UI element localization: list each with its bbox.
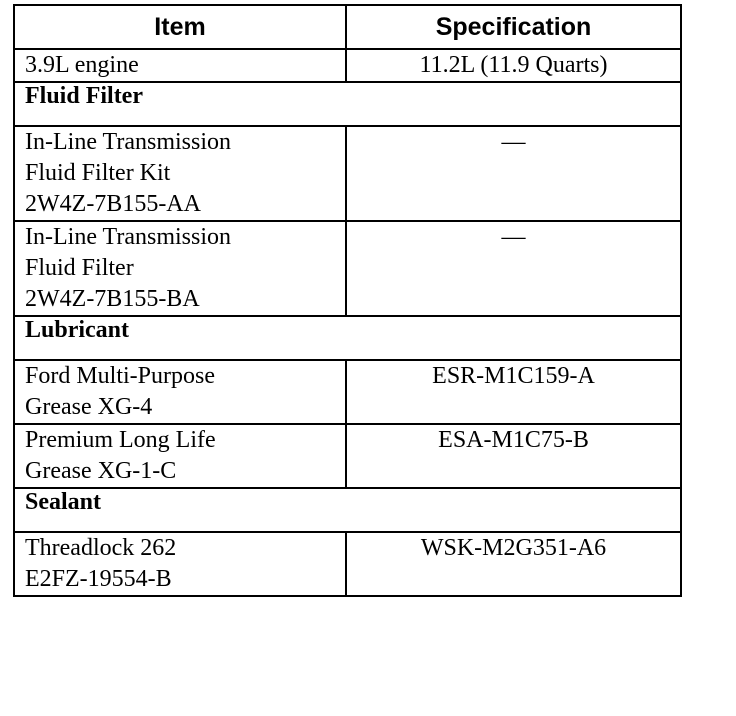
specification-table [13, 4, 682, 597]
table-row-grease-xg1c [14, 424, 681, 488]
item-cell: 3.9L engine [14, 49, 346, 82]
item-cell: Ford Multi-Purpose Grease XG-4 [14, 360, 346, 424]
table-row-filter-kit [14, 126, 681, 221]
section-row-sealant [14, 488, 681, 532]
header-specification: Specification [346, 5, 681, 49]
item-cell: Premium Long Life Grease XG-1-C [14, 424, 346, 488]
section-heading: Lubricant [14, 316, 681, 360]
spec-cell: ESR-M1C159-A [346, 360, 681, 424]
table-row-grease-xg4 [14, 360, 681, 424]
table-row-engine [14, 49, 681, 82]
item-cell: In-Line Transmission Fluid Filter 2W4Z-7B155-BA [14, 221, 346, 316]
table-row-filter [14, 221, 681, 316]
spec-cell: — [346, 126, 681, 221]
spec-cell: — [346, 221, 681, 316]
section-heading: Sealant [14, 488, 681, 532]
spec-cell: ESA-M1C75-B [346, 424, 681, 488]
item-cell: In-Line Transmission Fluid Filter Kit 2W4Z-7B155-AA [14, 126, 346, 221]
section-row-fluid-filter [14, 82, 681, 126]
header-row [14, 5, 681, 49]
spec-cell: 11.2L (11.9 Quarts) [346, 49, 681, 82]
table-row-threadlock [14, 532, 681, 596]
section-heading: Fluid Filter [14, 82, 681, 126]
item-cell: Threadlock 262 E2FZ-19554-B [14, 532, 346, 596]
section-row-lubricant [14, 316, 681, 360]
header-item: Item [14, 5, 346, 49]
spec-cell: WSK-M2G351-A6 [346, 532, 681, 596]
